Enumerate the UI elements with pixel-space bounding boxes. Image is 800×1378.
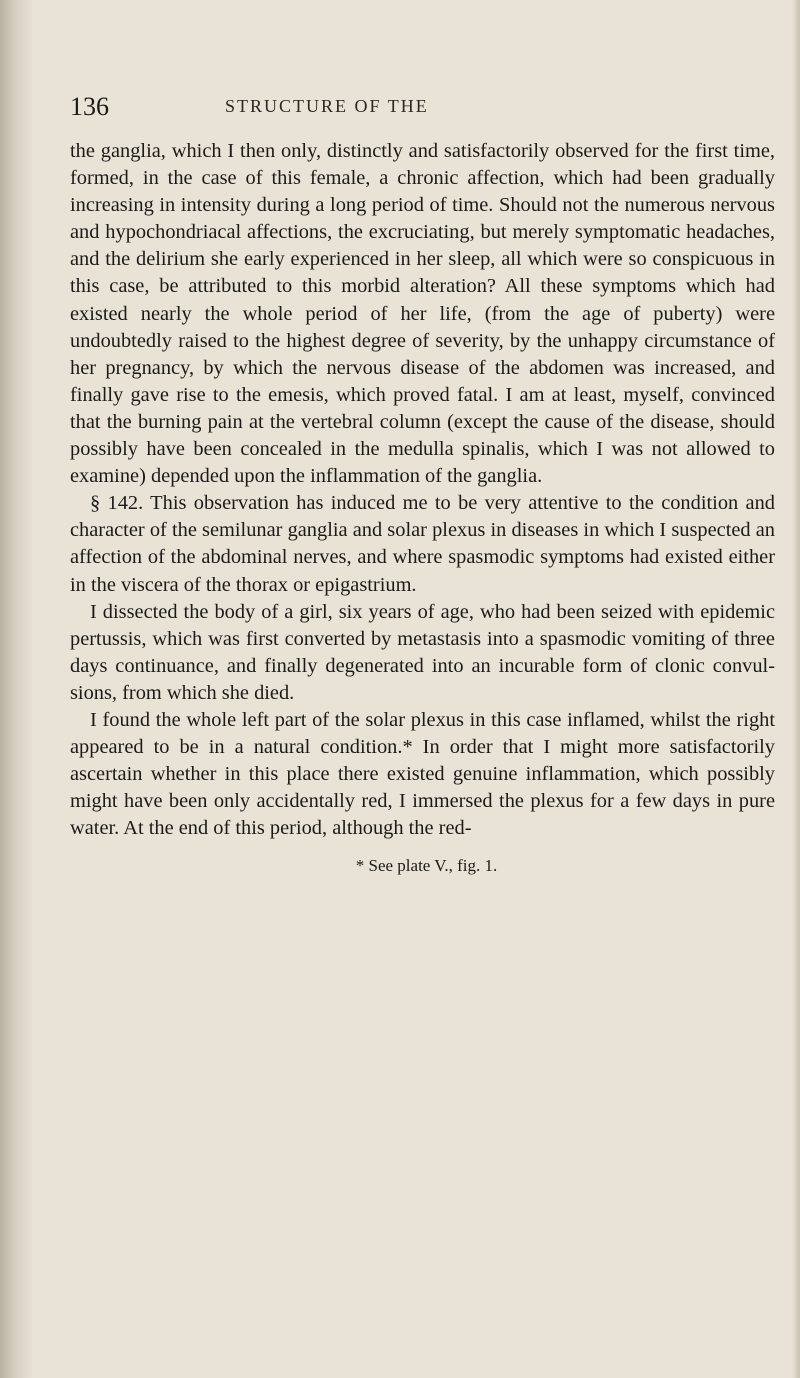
running-head: STRUCTURE OF THE	[225, 96, 429, 116]
paragraph-2: § 142. This observation has induced me to be very attentive to the condition and character of the semilunar ganglia and solar plexus in diseases in which I suspected an affection of the abdominal nerves, and where spasmodic symptoms had existed either in the viscera of the thorax or epigastrium.	[70, 492, 775, 596]
paragraph-4: I found the whole left part of the solar plexus in this case inflamed, whilst the right appeared to be in a natural condition.* In order that I might more satisfactorily ascertain whether in this place there existed genuine inflammation, which possibly might have been only accidentally red, I immersed the plexus for a few days in pure water. At the end of this period, although the red-	[70, 708, 775, 840]
page-header	[70, 92, 775, 132]
page-number: 136	[70, 92, 109, 121]
paragraph-3: I dissected the body of a girl, six years of age, who had been seized with epidemic pertussis, which was first converted by metastasis into a spasmodic vomiting of three days continuance, and finally degenerated into an incurable form of clonic convulsions, from which she died.	[70, 600, 775, 704]
paragraph-1: the ganglia, which I then only, distinctly and satisfactorily observed for the first time, formed, in the case of this female, a chronic affection, which had been gradually increasing in intensity during a long period of time. Should not the numerous nervous and hypochondriacal affections, the excruciating, but merely symptomatic headaches, and the delirium she early experienced in her sleep, all which were so conspicuous in this case, be attributed to this morbid alteration? All these symptoms which had existed nearly the whole period of her life, (from the age of puberty) were undoubtedly raised to the highest degree of severity, by the unhappy circumstance of her pregnancy, by which the nervous disease of the abdomen was increased, and finally gave rise to the emesis, which proved fatal. I am at least, myself, convinced that the burning pain at the vertebral column (except the cause of the disease, should possibly have been concealed in the medulla spinalis, which I was not allowed to examine) depended upon the inflammation of the ganglia.	[70, 140, 775, 488]
footnote: * See plate V., fig. 1.	[355, 856, 498, 876]
binding-shadow	[0, 0, 34, 1378]
book-page	[70, 92, 775, 876]
page-edge	[792, 0, 800, 1378]
body-text	[70, 138, 775, 842]
